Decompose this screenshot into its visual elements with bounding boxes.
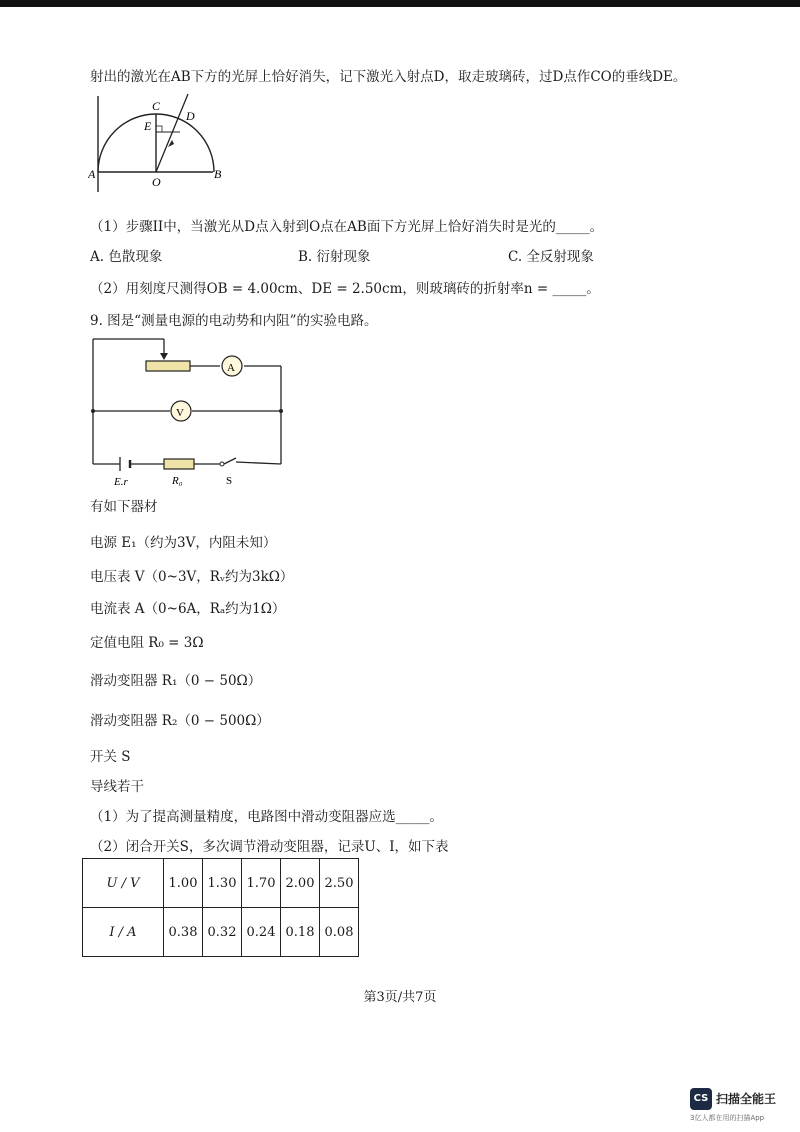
label-O: O <box>152 175 161 189</box>
table-cell: 2.50 <box>320 859 359 908</box>
equipment-item-resistor: 定值电阻 R₀ = 3Ω <box>90 635 204 651</box>
camscanner-logo-icon: CS <box>690 1088 712 1110</box>
q9-part2: （2）闭合开关S，多次调节滑动变阻器，记录U、I，如下表 <box>90 839 449 855</box>
watermark-slogan: 3亿人都在用的扫描App <box>690 1114 765 1122</box>
label-A: A <box>88 167 96 181</box>
intro-line: 射出的激光在AB下方的光屏上恰好消失，记下激光入射点D，取走玻璃砖，过D点作CO的垂线DE。 <box>90 69 687 85</box>
page-number: 第3页/共7页 <box>363 990 437 1005</box>
table-cell: 0.08 <box>320 908 359 957</box>
voltmeter-label: V <box>176 407 184 419</box>
label-D: D <box>186 109 195 123</box>
equipment-item-rheostat-2: 滑动变阻器 R₂（0 − 500Ω） <box>90 713 270 729</box>
resistor-label: R₀ <box>172 475 183 487</box>
watermark-brand: 扫描全能王 <box>716 1092 777 1106</box>
equipment-header: 有如下器材 <box>90 499 158 515</box>
scanner-watermark <box>690 1088 790 1124</box>
q9-title: 9. 图是“测量电源的电动势和内阻”的实验电路。 <box>90 313 378 329</box>
row-header-i: I / A <box>83 908 164 957</box>
q8-option-b: B. 衍射现象 <box>298 249 371 265</box>
q8-option-c: C. 全反射现象 <box>508 249 594 265</box>
q8-part1: （1）步骤II中，当激光从D点入射到O点在AB面下方光屏上恰好消失时是光的_____。 <box>90 219 604 235</box>
q8-option-a: A. 色散现象 <box>90 249 163 265</box>
semicircle-diagram <box>88 92 238 192</box>
equipment-item-wires: 导线若干 <box>90 779 144 795</box>
row-header-u: U / V <box>83 859 164 908</box>
label-E: E <box>144 119 152 133</box>
equipment-item-switch: 开关 S <box>90 749 131 765</box>
equipment-item-rheostat-1: 滑动变阻器 R₁（0 − 50Ω） <box>90 673 262 689</box>
top-border <box>0 0 800 7</box>
equipment-item-voltmeter: 电压表 V（0~3V，Rᵥ约为3kΩ） <box>90 569 294 585</box>
table-cell: 0.18 <box>281 908 320 957</box>
table-cell: 0.38 <box>164 908 203 957</box>
switch-label: S <box>226 475 233 487</box>
table-cell: 1.70 <box>242 859 281 908</box>
equipment-item-ammeter: 电流表 A（0~6A，Rₐ约为1Ω） <box>90 601 286 617</box>
equipment-item-source: 电源 E₁（约为3V，内阻未知） <box>90 535 277 551</box>
table-cell: 0.32 <box>203 908 242 957</box>
table-cell: 1.30 <box>203 859 242 908</box>
label-B: B <box>214 167 222 181</box>
source-label: E.r <box>114 476 128 488</box>
table-row <box>83 859 359 908</box>
table-cell: 0.24 <box>242 908 281 957</box>
table-cell: 1.00 <box>164 859 203 908</box>
data-table <box>82 858 359 957</box>
table-row <box>83 908 359 957</box>
q9-part1: （1）为了提高测量精度，电路图中滑动变阻器应选_____。 <box>90 809 443 825</box>
circuit-diagram <box>88 334 298 490</box>
label-C: C <box>152 99 161 113</box>
table-cell: 2.00 <box>281 859 320 908</box>
q8-part2: （2）用刻度尺测得OB = 4.00cm、DE = 2.50cm，则玻璃砖的折射率n = _____。 <box>90 281 600 297</box>
ammeter-label: A <box>227 362 235 374</box>
